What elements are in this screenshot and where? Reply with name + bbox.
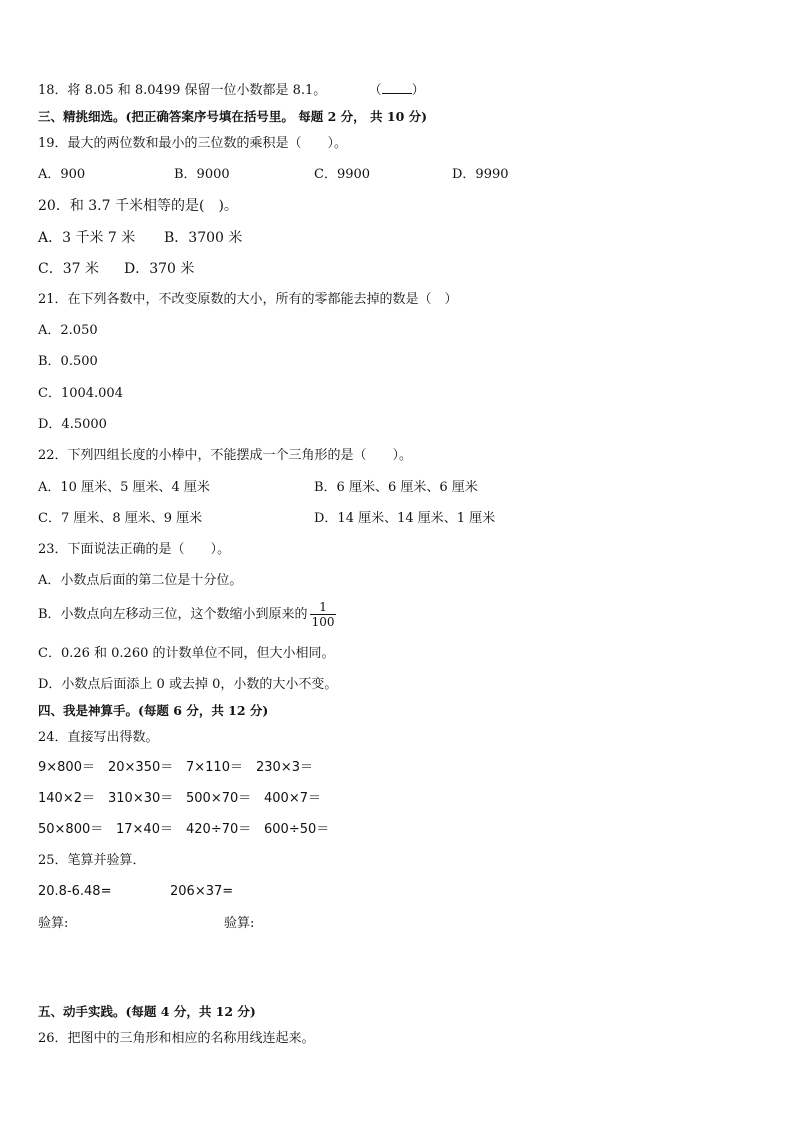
q22-option-a: A．10 厘米、5 厘米、4 厘米	[38, 480, 210, 495]
calc-r2c2: 310×30＝	[108, 791, 174, 806]
q19-option-b: B．9000	[174, 167, 230, 182]
q25-stem: 25．笔算并验算．	[38, 853, 146, 868]
q25-check-1: 验算:	[38, 916, 69, 931]
q22-option-c: C．7 厘米、8 厘米、9 厘米	[38, 511, 203, 526]
q21-stem: 21．在下列各数中，不改变原数的大小，所有的零都能去掉的数是（ ）	[38, 292, 458, 307]
calc-r1c1: 9×800＝	[38, 760, 95, 775]
q21-option-c: C．1004.004	[38, 386, 123, 401]
q20-option-b: B．3700 米	[164, 230, 243, 246]
answer-blank[interactable]	[382, 81, 412, 94]
q23-option-d: D．小数点后面添上 0 或去掉 0，小数的大小不变。	[38, 677, 338, 692]
calc-r3c4: 600÷50＝	[264, 822, 330, 837]
q21-option-a: A．2.050	[38, 323, 98, 338]
q19-option-a: A．900	[38, 167, 86, 182]
q25-item-2: 206×37=	[170, 884, 234, 899]
calc-r2c4: 400×7＝	[264, 791, 321, 806]
section-4-heading: 四、我是神算手。(每题 6 分，共 12 分)	[38, 703, 269, 718]
q19-stem: 19．最大的两位数和最小的三位数的乘积是（ ）。	[38, 136, 348, 151]
q20-stem: 20．和 3.7 千米相等的是( )。	[38, 198, 238, 214]
calc-r2c1: 140×2＝	[38, 791, 95, 806]
calc-r2c3: 500×70＝	[186, 791, 252, 806]
q18	[38, 81, 425, 100]
q22-option-b: B．6 厘米、6 厘米、6 厘米	[314, 480, 478, 495]
calc-r1c2: 20×350＝	[108, 760, 174, 775]
q23-stem: 23．下面说法正确的是（ ）。	[38, 542, 231, 557]
q21-option-d: D．4.5000	[38, 417, 107, 432]
q25-check-2: 验算:	[224, 916, 255, 931]
q26-stem: 26．把图中的三角形和相应的名称用线连起来。	[38, 1031, 315, 1046]
q19-option-c: C．9900	[314, 167, 371, 182]
fraction: $\frac{1}{100}$	[311, 600, 335, 629]
q25-item-1: 20.8-6.48=	[38, 884, 112, 899]
calc-r3c1: 50×800＝	[38, 822, 104, 837]
section-3-heading: 三、精挑细选。(把正确答案序号填在括号里。 每题 2 分， 共 10 分)	[38, 109, 428, 124]
q20-option-c: C．37 米	[38, 261, 99, 277]
q23-option-b: B．小数点向左移动三位，这个数缩小到原来的 $\frac{1}{100}$	[38, 600, 335, 629]
section-5-heading: 五、动手实践。(每题 4 分，共 12 分)	[38, 1004, 256, 1019]
q22-option-d: D．14 厘米、14 厘米、1 厘米	[314, 511, 496, 526]
q18-text: 18．将 8.05 和 8.0499 保留一位小数都是 8.1。	[38, 83, 327, 98]
q24-stem: 24．直接写出得数。	[38, 730, 159, 745]
calc-r3c3: 420÷70＝	[186, 822, 252, 837]
q23-option-c: C．0.26 和 0.260 的计数单位不同，但大小相同。	[38, 646, 335, 661]
answer-paren: （ ）	[368, 83, 425, 98]
q20-option-d: D．370 米	[124, 261, 195, 277]
calc-r1c3: 7×110＝	[186, 760, 243, 775]
q23-option-a: A．小数点后面的第二位是十分位。	[38, 573, 243, 588]
calc-r3c2: 17×40＝	[116, 822, 173, 837]
q19-option-d: D．9990	[452, 167, 509, 182]
q20-option-a: A．3 千米 7 米	[38, 230, 136, 246]
q21-option-b: B．0.500	[38, 354, 98, 369]
q22-stem: 22．下列四组长度的小棒中，不能摆成一个三角形的是（ ）。	[38, 448, 413, 463]
calc-r1c4: 230×3＝	[256, 760, 313, 775]
